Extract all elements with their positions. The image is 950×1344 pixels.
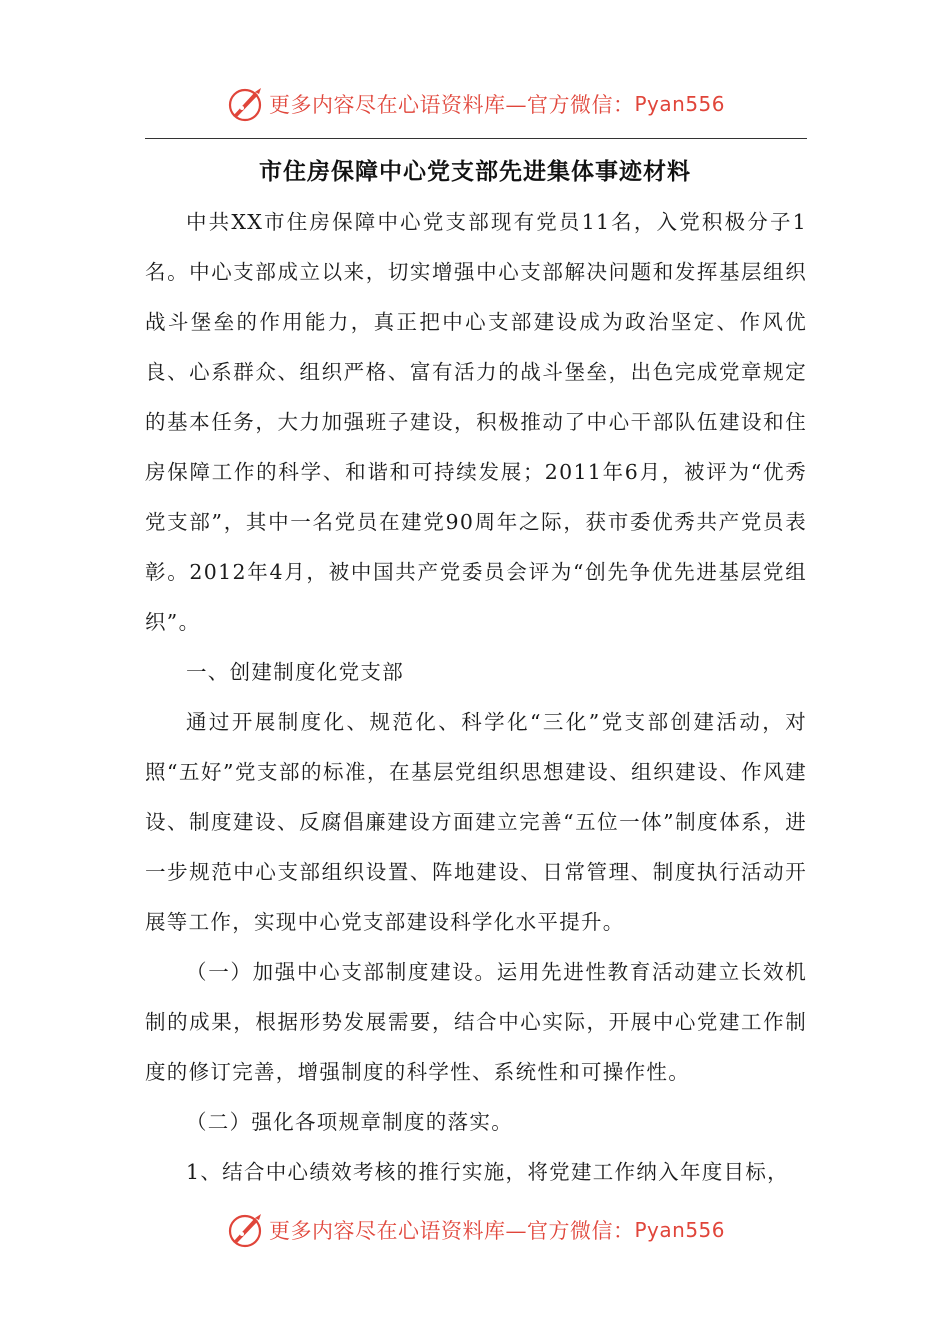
paragraph: 中共XX市住房保障中心党支部现有党员11名，入党积极分子1名。中心支部成立以来，切实增强中心支部解决问题和发挥基层组织战斗堡垒的作用能力，真正把中心支部建设成为政治坚定、作风优良、心系群众、组织严格、富有活力的战斗堡垒，出色完成党章规定的基本任务，大力加强班子建设，积极推动了中心干部队伍建设和住房保障工作的科学、和谐和可持续发展；2011年6月，被评为“优秀党支部”，其中一名党员在建党90周年之际，获市委优秀共产党员表彰。2012年4月，被中国共产党委员会评为“创先争优先进基层党组织”。 [145,210,807,634]
footer-watermark [0,1208,950,1252]
document-body [145,197,807,1197]
watermark-account: Pyan556 [634,92,725,116]
subsection-heading: （二）强化各项规章制度的落实。 [186,1110,513,1134]
watermark-text: 更多内容尽在心语资料库—官方微信： [268,93,635,117]
pen-nib-circle-icon [225,1210,265,1250]
pen-nib-circle-icon [225,84,265,124]
document-title: 市住房保障中心党支部先进集体事迹材料 [259,158,691,185]
section-heading: 一、创建制度化党支部 [186,660,404,684]
paragraph: 通过开展制度化、规范化、科学化“三化”党支部创建活动，对照“五好”党支部的标准，在基层党组织思想建设、组织建设、作风建设、制度建设、反腐倡廉建设方面建立完善“五位一体”制度体系，进一步规范中心支部组织设置、阵地建设、日常管理、制度执行活动开展等工作，实现中心党支部建设科学化水平提升。 [145,710,807,934]
watermark-account: Pyan556 [634,1218,725,1242]
paragraph: 1、结合中心绩效考核的推行实施，将党建工作纳入年度目标， [186,1160,789,1184]
paragraph: （一）加强中心支部制度建设。运用先进性教育活动建立长效机制的成果，根据形势发展需要，结合中心实际，开展中心党建工作制度的修订完善，增强制度的科学性、系统性和可操作性。 [145,960,807,1084]
header-divider [145,138,807,139]
watermark-text: 更多内容尽在心语资料库—官方微信： [268,1219,635,1243]
header-watermark [0,82,950,126]
